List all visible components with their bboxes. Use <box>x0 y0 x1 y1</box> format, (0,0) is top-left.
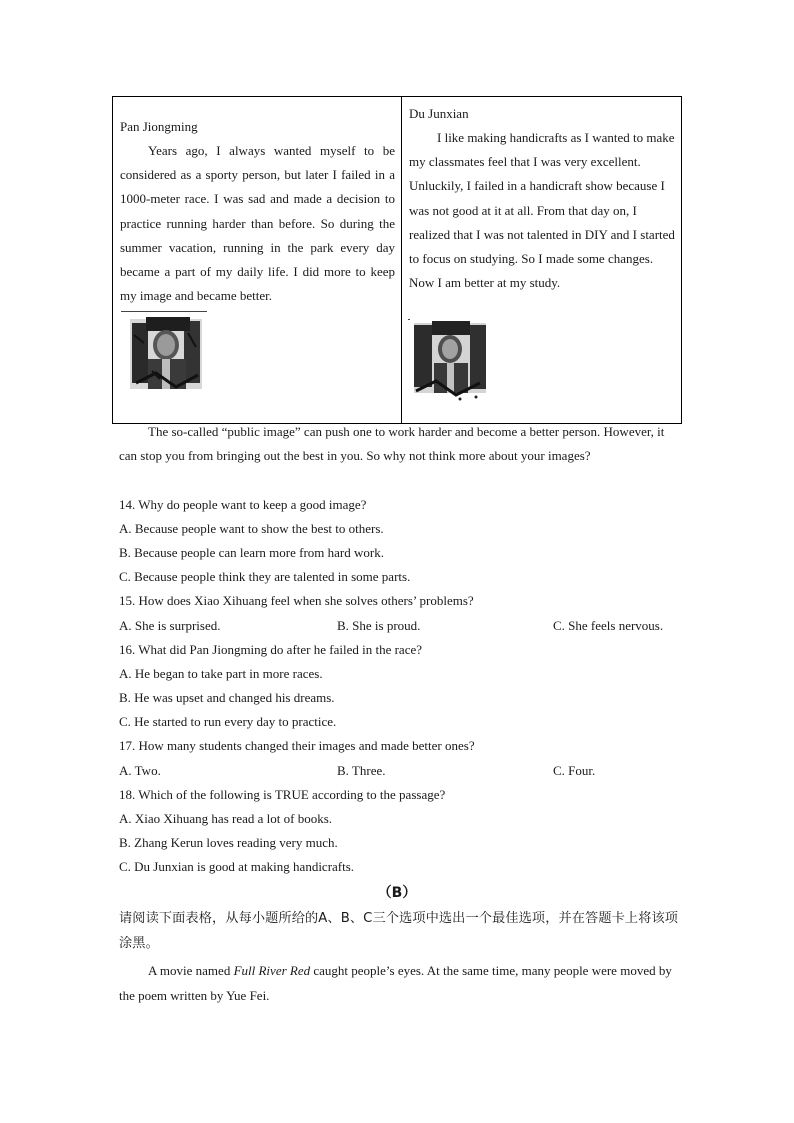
question-16-option-b: B. He was upset and changed his dreams. <box>119 690 335 705</box>
question-15-option-a: A. She is surprised. <box>119 618 221 633</box>
question-16-option-c: C. He started to run every day to practice. <box>119 714 337 729</box>
question-17-option-b: B. Three. <box>337 763 386 778</box>
movie-title: Full River Red <box>233 963 311 978</box>
closing-paragraph: The so-called “public image” can push one to work harder and become a better person. However, it can stop you from bringing out the best in you. So why not think more about your images? <box>119 424 665 464</box>
student-photo <box>126 313 208 395</box>
question-18-stem: 18. Which of the following is TRUE according to the passage? <box>119 787 446 802</box>
question-14-stem: 14. Why do people want to keep a good image? <box>119 497 367 512</box>
story-body: I like making handicrafts as I wanted to make my classmates feel that I was very excellent. Unluckily, I failed in a handicraft show because I was not good at it at all. From that day on, I realized that I was not talented in DIY and I started to focus on studying. So I made some changes. Now I am better at my study. <box>409 130 675 291</box>
question-16-stem: 16. What did Pan Jiongming do after he failed in the race? <box>119 642 422 657</box>
story-author-name: Du Junxian <box>409 106 469 121</box>
story-author-name: Pan Jiongming <box>120 119 198 134</box>
question-18-option-a: A. Xiao Xihuang has read a lot of books. <box>119 811 333 826</box>
question-18-option-c: C. Du Junxian is good at making handicrafts. <box>119 859 355 874</box>
student-photo <box>410 319 492 401</box>
photo-divider <box>121 311 207 312</box>
question-15-stem: 15. How does Xiao Xihuang feel when she solves others’ problems? <box>119 593 474 608</box>
question-17-option-c: C. Four. <box>553 763 596 778</box>
question-17-option-a: A. Two. <box>119 763 161 778</box>
intro-text-after: caught people’s eyes. At the same time, many people were moved by the poem written by Yue Fei. <box>119 963 672 1003</box>
question-15-options <box>119 614 679 638</box>
question-16-option-a: A. He began to take part in more races. <box>119 666 323 681</box>
story-table <box>112 96 682 424</box>
question-17-stem: 17. How many students changed their images and made better ones? <box>119 738 475 753</box>
question-14-option-b: B. Because people can learn more from hard work. <box>119 545 384 560</box>
story-cell-du-junxian <box>402 97 681 423</box>
story-body: Years ago, I always wanted myself to be considered as a sporty person, but later I failed in a 1000-meter race. I was sad and made a decision to practice running harder than before. So during the summer vacation, running in the park every day became a part of my daily life. I did more to keep my image and became better. <box>120 143 395 304</box>
section-b-heading: （B） <box>377 885 417 901</box>
question-14-option-a: A. Because people want to show the best to others. <box>119 521 384 536</box>
question-18-option-b: B. Zhang Kerun loves reading very much. <box>119 835 338 850</box>
question-17-options <box>119 759 679 783</box>
story-cell-pan-jiongming <box>113 97 402 423</box>
intro-text-before: A movie named <box>148 963 234 978</box>
question-15-option-c: C. She feels nervous. <box>553 618 664 633</box>
section-b-instruction: 请阅读下面表格，从每小题所给的A、B、C三个选项中选出一个最佳选项，并在答题卡上将该项涂黑。 <box>119 911 679 951</box>
question-14-option-c: C. Because people think they are talented in some parts. <box>119 569 411 584</box>
section-b-intro-paragraph <box>119 958 679 1008</box>
question-15-option-b: B. She is proud. <box>337 618 421 633</box>
